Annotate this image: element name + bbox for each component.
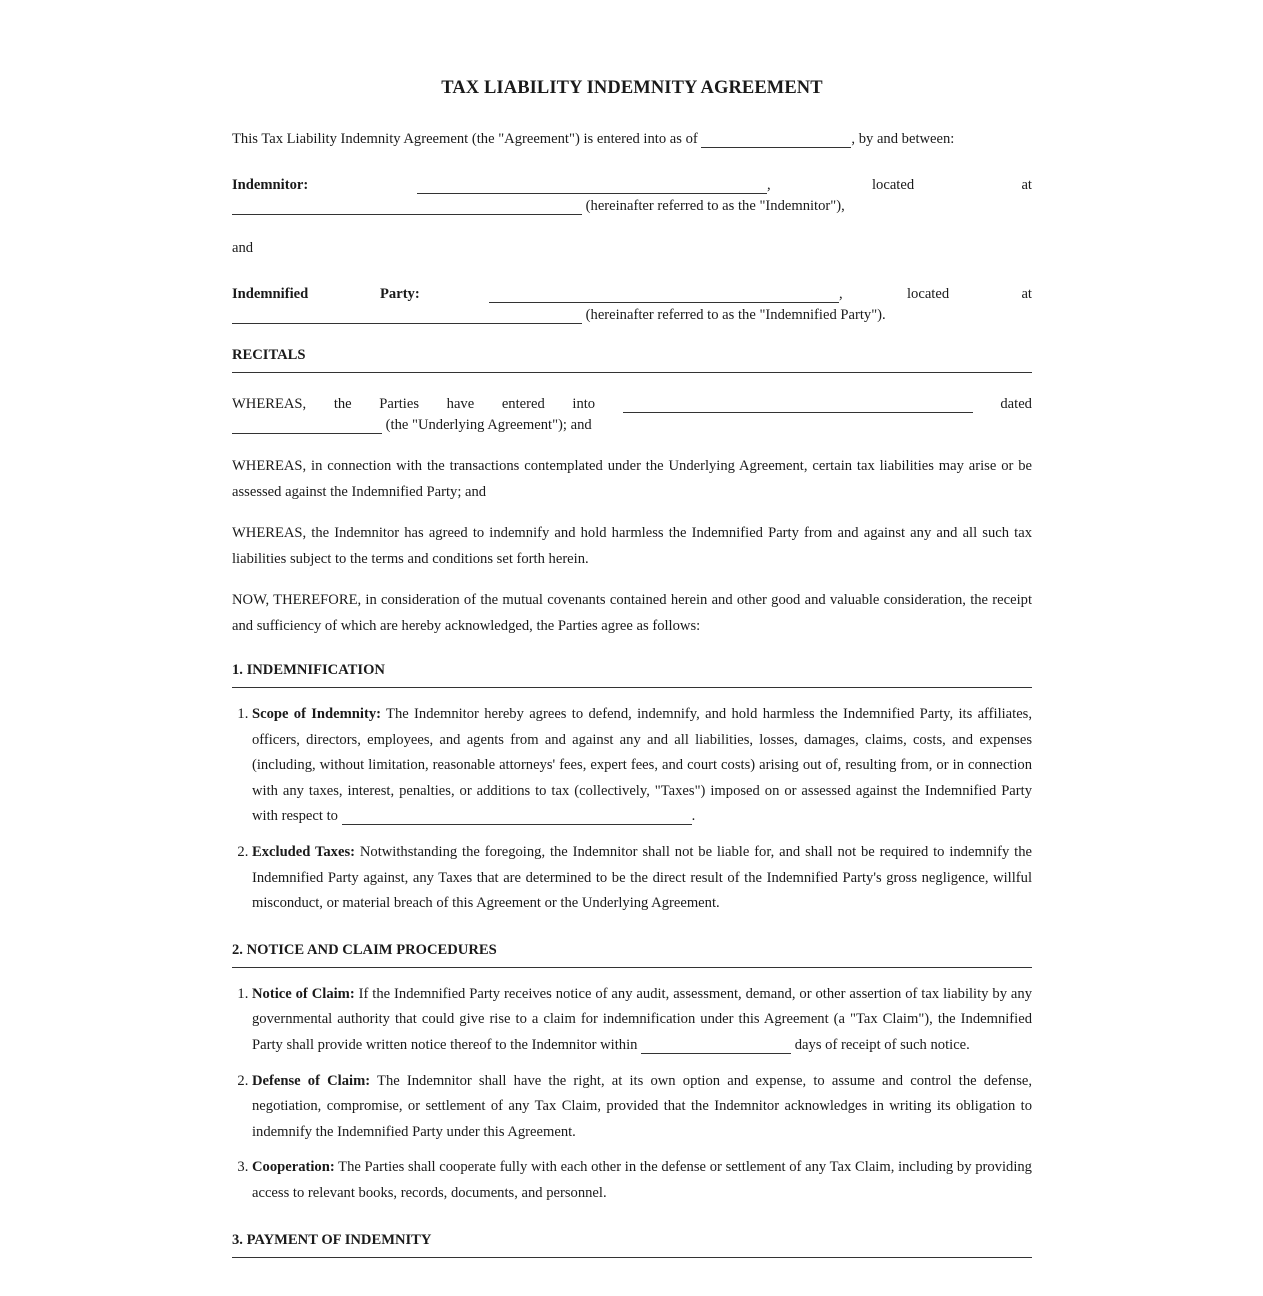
section-3-heading: 3. PAYMENT OF INDEMNITY — [232, 1229, 1032, 1258]
whereas-1-word: WHEREAS, — [232, 395, 307, 412]
whereas-1-ref: (the "Underlying Agreement"); and — [385, 416, 592, 433]
underlying-agreement-blank[interactable] — [623, 396, 973, 413]
indemnified-comma: , — [839, 285, 843, 302]
list-item-title: Cooperation: — [252, 1159, 335, 1176]
underlying-date-blank[interactable] — [232, 417, 382, 434]
recitals-heading: RECITALS — [232, 344, 1032, 373]
document-page — [232, 0, 1032, 1258]
whereas-1-word: entered — [501, 395, 545, 412]
list-item — [252, 702, 1032, 830]
and-text: and — [232, 239, 254, 256]
section-2-list — [232, 982, 1032, 1207]
whereas-1-line2 — [232, 413, 1032, 439]
indemnified-ref: (hereinafter referred to as the "Indemnified Party"). — [585, 306, 886, 323]
list-item-text-after: days of receipt of such notice. — [794, 1036, 970, 1053]
indemnified-address-blank[interactable] — [232, 307, 582, 324]
section-2-heading: 2. NOTICE AND CLAIM PROCEDURES — [232, 939, 1032, 968]
indemnified-row — [232, 277, 1032, 303]
list-item-title: Excluded Taxes: — [252, 843, 355, 860]
indemnified-address-row — [232, 303, 1032, 329]
whereas-1-word: the — [333, 395, 352, 412]
list-item-text: The Indemnitor shall have the right, at its own option and expense, to assume and control the defense, negotiation, compromise, or settlement of any Tax Claim, provided that the Indemnitor acknowledges in writing its obligation to indemnify the Indemnified Party under this Agreement. — [252, 1072, 1032, 1140]
indemnitor-name-blank[interactable] — [417, 177, 767, 194]
indemnitor-row — [232, 169, 1032, 195]
section-1-heading: 1. INDEMNIFICATION — [232, 659, 1032, 688]
intro-text: This Tax Liability Indemnity Agreement (the "Agreement") is entered into as of — [232, 131, 698, 147]
list-item — [252, 982, 1032, 1059]
whereas-1-line1 — [232, 387, 1032, 413]
list-item-title: Scope of Indemnity: — [252, 706, 381, 722]
list-item — [252, 1069, 1032, 1146]
whereas-1-dated: dated — [1000, 395, 1032, 412]
indemnified-name-blank[interactable] — [489, 286, 839, 303]
indemnified-label-1: Indemnified — [232, 285, 309, 302]
indemnitor-address-row — [232, 194, 1032, 220]
list-item-text: The Parties shall cooperate fully with each other in the defense or settlement of any Tax Claim, including by providing access to relevant books, records, documents, and personnel. — [252, 1159, 1032, 1201]
date-blank[interactable] — [701, 131, 851, 148]
whereas-3: WHEREAS, the Indemnitor has agreed to indemnify and hold harmless the Indemnified Party from and against any and all such tax liabilities subject to the terms and conditions set forth herein. — [232, 525, 1032, 567]
list-item-title: Notice of Claim: — [252, 985, 355, 1002]
indemnitor-at: at — [1021, 177, 1032, 193]
whereas-1-word: into — [572, 395, 596, 412]
indemnified-at: at — [1021, 285, 1032, 302]
indemnitor-ref: (hereinafter referred to as the "Indemnitor"), — [585, 198, 845, 214]
intro-paragraph — [232, 127, 1032, 153]
indemnitor-comma: , — [767, 177, 771, 193]
list-item-text: Notwithstanding the foregoing, the Indemnitor shall not be liable for, and shall not be required to indemnify the Indemnified Party against, any Taxes that are determined to be the direct result of the Indemnified Party's gross negligence, willful misconduct, or material breach of this Agreement or the Underlying Agreement. — [252, 843, 1033, 912]
indemnitor-located: located — [872, 177, 915, 193]
taxes-subject-blank[interactable] — [342, 808, 692, 825]
now-therefore: NOW, THEREFORE, in consideration of the mutual covenants contained herein and other good and valuable consideration, the receipt and sufficiency of which are hereby acknowledged, the Parties agree as follows: — [232, 592, 1032, 634]
section-1-list — [232, 702, 1032, 917]
notice-days-blank[interactable] — [641, 1037, 791, 1054]
period: . — [691, 808, 696, 825]
document-title: TAX LIABILITY INDEMNITY AGREEMENT — [441, 78, 823, 98]
list-item-title: Defense of Claim: — [252, 1072, 371, 1089]
indemnitor-address-blank[interactable] — [232, 198, 582, 215]
indemnitor-label: Indemnitor: — [232, 177, 309, 193]
whereas-1-word: have — [446, 395, 475, 412]
list-item-text: If the Indemnified Party receives notice of any audit, assessment, demand, or other assertion of tax liability by any governmental authority that could give rise to a claim for indemnification under this Agreement (a "Tax Claim"), the Indemnified Party shall provide written notice thereof to the Indemnitor within — [252, 985, 1032, 1053]
intro-text-after: , by and between: — [851, 131, 955, 147]
list-item-text: The Indemnitor hereby agrees to defend, indemnify, and hold harmless the Indemnified Party, its affiliates, officers, directors, employees, and agents from and against any and all liabilities, losses, damages, claims, costs, and expenses (including, without limitation, reasonable attorneys' fees, expert fees, and court costs) arising out of, resulting from, or in connection with any taxes, interest, penalties, or additions to tax (collectively, "Taxes") imposed on or assessed against the Indemnified Party with respect to — [252, 706, 1033, 825]
list-item — [252, 1155, 1032, 1206]
indemnified-located: located — [907, 285, 950, 302]
list-item — [252, 840, 1032, 917]
whereas-2: WHEREAS, in connection with the transactions contemplated under the Underlying Agreement, certain tax liabilities may arise or be assessed against the Indemnified Party; and — [232, 458, 1032, 500]
indemnified-label-2: Party: — [380, 285, 420, 302]
whereas-1-word: Parties — [379, 395, 420, 412]
